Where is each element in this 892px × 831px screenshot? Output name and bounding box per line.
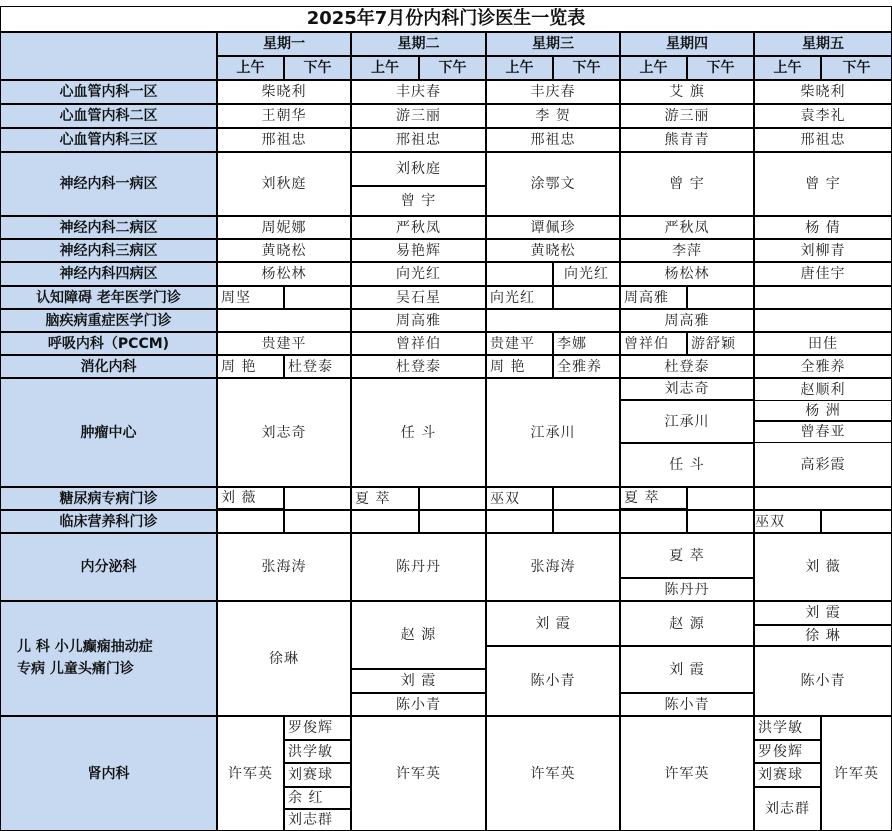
doctor-name: 巫双 (486, 487, 553, 510)
doctor-name: 刘秋庭 (351, 152, 486, 186)
doctor-name: 邢祖忠 (486, 128, 620, 152)
doctor-name: 周高雅 (620, 286, 687, 309)
department-label: 肿瘤中心 (0, 378, 217, 487)
doctor-name: 谭佩珍 (486, 216, 620, 239)
department-label: 呼吸内科（PCCM) (0, 332, 217, 355)
empty-cell (687, 286, 754, 309)
doctor-name: 曾祥伯 (620, 332, 687, 355)
doctor-name: 柴晓利 (754, 80, 892, 104)
empty-cell (217, 510, 284, 533)
doctor-name: 陈丹丹 (620, 578, 754, 601)
doctor-name: 杨 洲 (754, 400, 892, 421)
department-label-line: 专病 儿童头痛门诊 (17, 660, 134, 677)
doctor-name: 周 艳 (486, 355, 553, 378)
doctor-name: 黄晓松 (217, 239, 351, 262)
empty-cell (754, 286, 892, 309)
doctor-name: 严秋凤 (620, 216, 754, 239)
doctor-name: 周高雅 (351, 309, 486, 332)
doctor-name: 刘 薇 (217, 487, 284, 509)
doctor-name: 李娜 (553, 332, 620, 355)
doctor-name: 涂鄂文 (486, 152, 620, 216)
page-title: 2025年7月份内科门诊医生一览表 (0, 6, 892, 32)
doctor-name: 张海涛 (217, 533, 351, 601)
doctor-name: 杜登泰 (351, 355, 486, 378)
doctor-name: 邢祖忠 (351, 128, 486, 152)
doctor-name: 游三丽 (351, 104, 486, 128)
doctor-name: 洪学敏 (754, 716, 821, 740)
department-label: 临床营养科门诊 (0, 510, 217, 533)
weekday-header: 星期五 (754, 32, 892, 56)
doctor-name: 高彩霞 (754, 443, 892, 487)
pm-header: 下午 (553, 56, 620, 80)
doctor-name: 袁李礼 (754, 104, 892, 128)
doctor-name: 陈小青 (620, 693, 754, 716)
doctor-name: 向光红 (553, 262, 620, 286)
empty-cell (486, 262, 553, 286)
department-label-line: 儿 科 小儿癫痫抽动症 (17, 638, 153, 655)
department-label: 心血管内科二区 (0, 104, 217, 128)
pm-header: 下午 (419, 56, 486, 80)
doctor-name: 刘赛球 (754, 763, 821, 787)
doctor-name: 唐佳宇 (754, 262, 892, 286)
empty-cell (284, 286, 351, 309)
doctor-name: 陈小青 (351, 693, 486, 716)
doctor-name: 洪学敏 (284, 740, 351, 763)
doctor-name: 江承川 (620, 400, 754, 443)
doctor-name: 刘 霞 (351, 669, 486, 693)
empty-cell (419, 487, 486, 510)
doctor-name: 许军英 (821, 716, 892, 831)
doctor-name: 曾 宇 (754, 152, 892, 216)
doctor-name: 刘志群 (284, 809, 351, 831)
empty-cell (553, 487, 620, 510)
am-header: 上午 (620, 56, 687, 80)
doctor-name: 刘志奇 (620, 378, 754, 400)
doctor-name: 余 红 (284, 787, 351, 809)
department-label: 神经内科一病区 (0, 152, 217, 216)
doctor-name: 张海涛 (486, 533, 620, 601)
doctor-name: 柴晓利 (217, 80, 351, 104)
doctor-name: 周高雅 (620, 309, 754, 332)
doctor-name: 贵建平 (217, 332, 351, 355)
doctor-name: 陈小青 (754, 646, 892, 716)
doctor-name: 夏 萃 (351, 487, 419, 510)
doctor-name: 罗俊辉 (284, 716, 351, 740)
doctor-name: 刘赛球 (284, 763, 351, 787)
doctor-name: 杨松林 (217, 262, 351, 286)
doctor-name: 周妮娜 (217, 216, 351, 239)
doctor-name: 周坚 (217, 286, 284, 309)
doctor-name: 王朝华 (217, 104, 351, 128)
doctor-name: 曾祥伯 (351, 332, 486, 355)
doctor-name: 许军英 (486, 716, 620, 831)
doctor-name: 游三丽 (620, 104, 754, 128)
weekday-header: 星期二 (351, 32, 486, 56)
pm-header: 下午 (687, 56, 754, 80)
doctor-name: 许军英 (620, 716, 754, 831)
doctor-name: 刘 霞 (486, 601, 620, 646)
empty-cell (351, 510, 419, 533)
department-label: 心血管内科一区 (0, 80, 217, 104)
empty-cell (754, 309, 892, 332)
doctor-name: 赵 源 (351, 601, 486, 669)
department-label: 肾内科 (0, 716, 217, 831)
doctor-name: 曾 宇 (351, 186, 486, 216)
empty-cell (486, 510, 553, 533)
empty-cell (687, 487, 754, 510)
empty-cell (687, 510, 754, 533)
doctor-name: 丰庆春 (351, 80, 486, 104)
doctor-name: 田佳 (754, 332, 892, 355)
doctor-name: 徐 琳 (754, 625, 892, 646)
doctor-name: 邢祖忠 (754, 128, 892, 152)
department-label: 糖尿病专病门诊 (0, 487, 217, 510)
doctor-name: 夏 萃 (620, 487, 687, 509)
pm-header: 下午 (284, 56, 351, 80)
empty-cell (419, 510, 486, 533)
doctor-name: 任 斗 (620, 443, 754, 487)
empty-cell (486, 309, 620, 332)
empty-cell (821, 510, 892, 533)
department-label: 认知障碍 老年医学门诊 (0, 286, 217, 309)
doctor-name: 刘柳青 (754, 239, 892, 262)
department-label (0, 601, 217, 716)
header-corner (0, 32, 217, 80)
doctor-name: 杨 倩 (754, 216, 892, 239)
am-header: 上午 (351, 56, 419, 80)
doctor-name: 严秋凤 (351, 216, 486, 239)
department-label: 内分泌科 (0, 533, 217, 601)
doctor-name: 艾 旗 (620, 80, 754, 104)
empty-cell (553, 510, 620, 533)
doctor-name: 杜登泰 (284, 355, 351, 378)
empty-cell (284, 487, 351, 510)
doctor-name: 许军英 (217, 716, 284, 831)
doctor-name: 黄晓松 (486, 239, 620, 262)
weekday-header: 星期一 (217, 32, 351, 56)
doctor-name: 熊青青 (620, 128, 754, 152)
doctor-name: 周 艳 (217, 355, 284, 378)
doctor-name: 刘 霞 (754, 601, 892, 625)
empty-cell (284, 510, 351, 533)
doctor-name: 向光红 (351, 262, 486, 286)
doctor-name: 刘 霞 (620, 646, 754, 693)
am-header: 上午 (486, 56, 553, 80)
doctor-name: 贵建平 (486, 332, 553, 355)
doctor-name: 杜登泰 (620, 355, 754, 378)
doctor-name: 曾春亚 (754, 421, 892, 443)
doctor-name: 游舒颖 (687, 332, 754, 355)
pm-header: 下午 (821, 56, 892, 80)
weekday-header: 星期四 (620, 32, 754, 56)
department-label: 神经内科四病区 (0, 262, 217, 286)
doctor-name: 陈小青 (486, 646, 620, 716)
doctor-name: 全雅养 (553, 355, 620, 378)
department-label: 脑疾病重症医学门诊 (0, 309, 217, 332)
empty-cell (217, 309, 351, 332)
doctor-name: 刘秋庭 (217, 152, 351, 216)
weekday-header: 星期三 (486, 32, 620, 56)
doctor-name: 吴石星 (351, 286, 486, 309)
doctor-name: 易艳辉 (351, 239, 486, 262)
doctor-name: 刘志奇 (217, 378, 351, 487)
doctor-name: 罗俊辉 (754, 740, 821, 763)
department-label: 消化内科 (0, 355, 217, 378)
doctor-name: 曾 宇 (620, 152, 754, 216)
doctor-name: 邢祖忠 (217, 128, 351, 152)
doctor-name: 刘 薇 (754, 533, 892, 601)
empty-cell (754, 487, 892, 510)
doctor-name: 徐琳 (217, 601, 351, 716)
doctor-name: 丰庆春 (486, 80, 620, 104)
doctor-name: 李 贺 (486, 104, 620, 128)
doctor-name: 李萍 (620, 239, 754, 262)
department-label: 神经内科三病区 (0, 239, 217, 262)
doctor-name: 赵 源 (620, 601, 754, 646)
doctor-name: 刘志群 (754, 787, 821, 831)
department-label: 神经内科二病区 (0, 216, 217, 239)
doctor-name: 向光红 (486, 286, 553, 309)
doctor-name: 江承川 (486, 378, 620, 487)
doctor-name: 赵顺利 (754, 378, 892, 400)
doctor-name: 许军英 (351, 716, 486, 831)
doctor-name: 全雅养 (754, 355, 892, 378)
empty-cell (553, 286, 620, 309)
doctor-name: 巫双 (754, 510, 821, 533)
doctor-name: 杨松林 (620, 262, 754, 286)
empty-cell (620, 510, 687, 533)
doctor-name: 陈丹丹 (351, 533, 486, 601)
doctor-name: 夏 萃 (620, 533, 754, 578)
doctor-name: 任 斗 (351, 378, 486, 487)
am-header: 上午 (217, 56, 284, 80)
department-label: 心血管内科三区 (0, 128, 217, 152)
am-header: 上午 (754, 56, 821, 80)
